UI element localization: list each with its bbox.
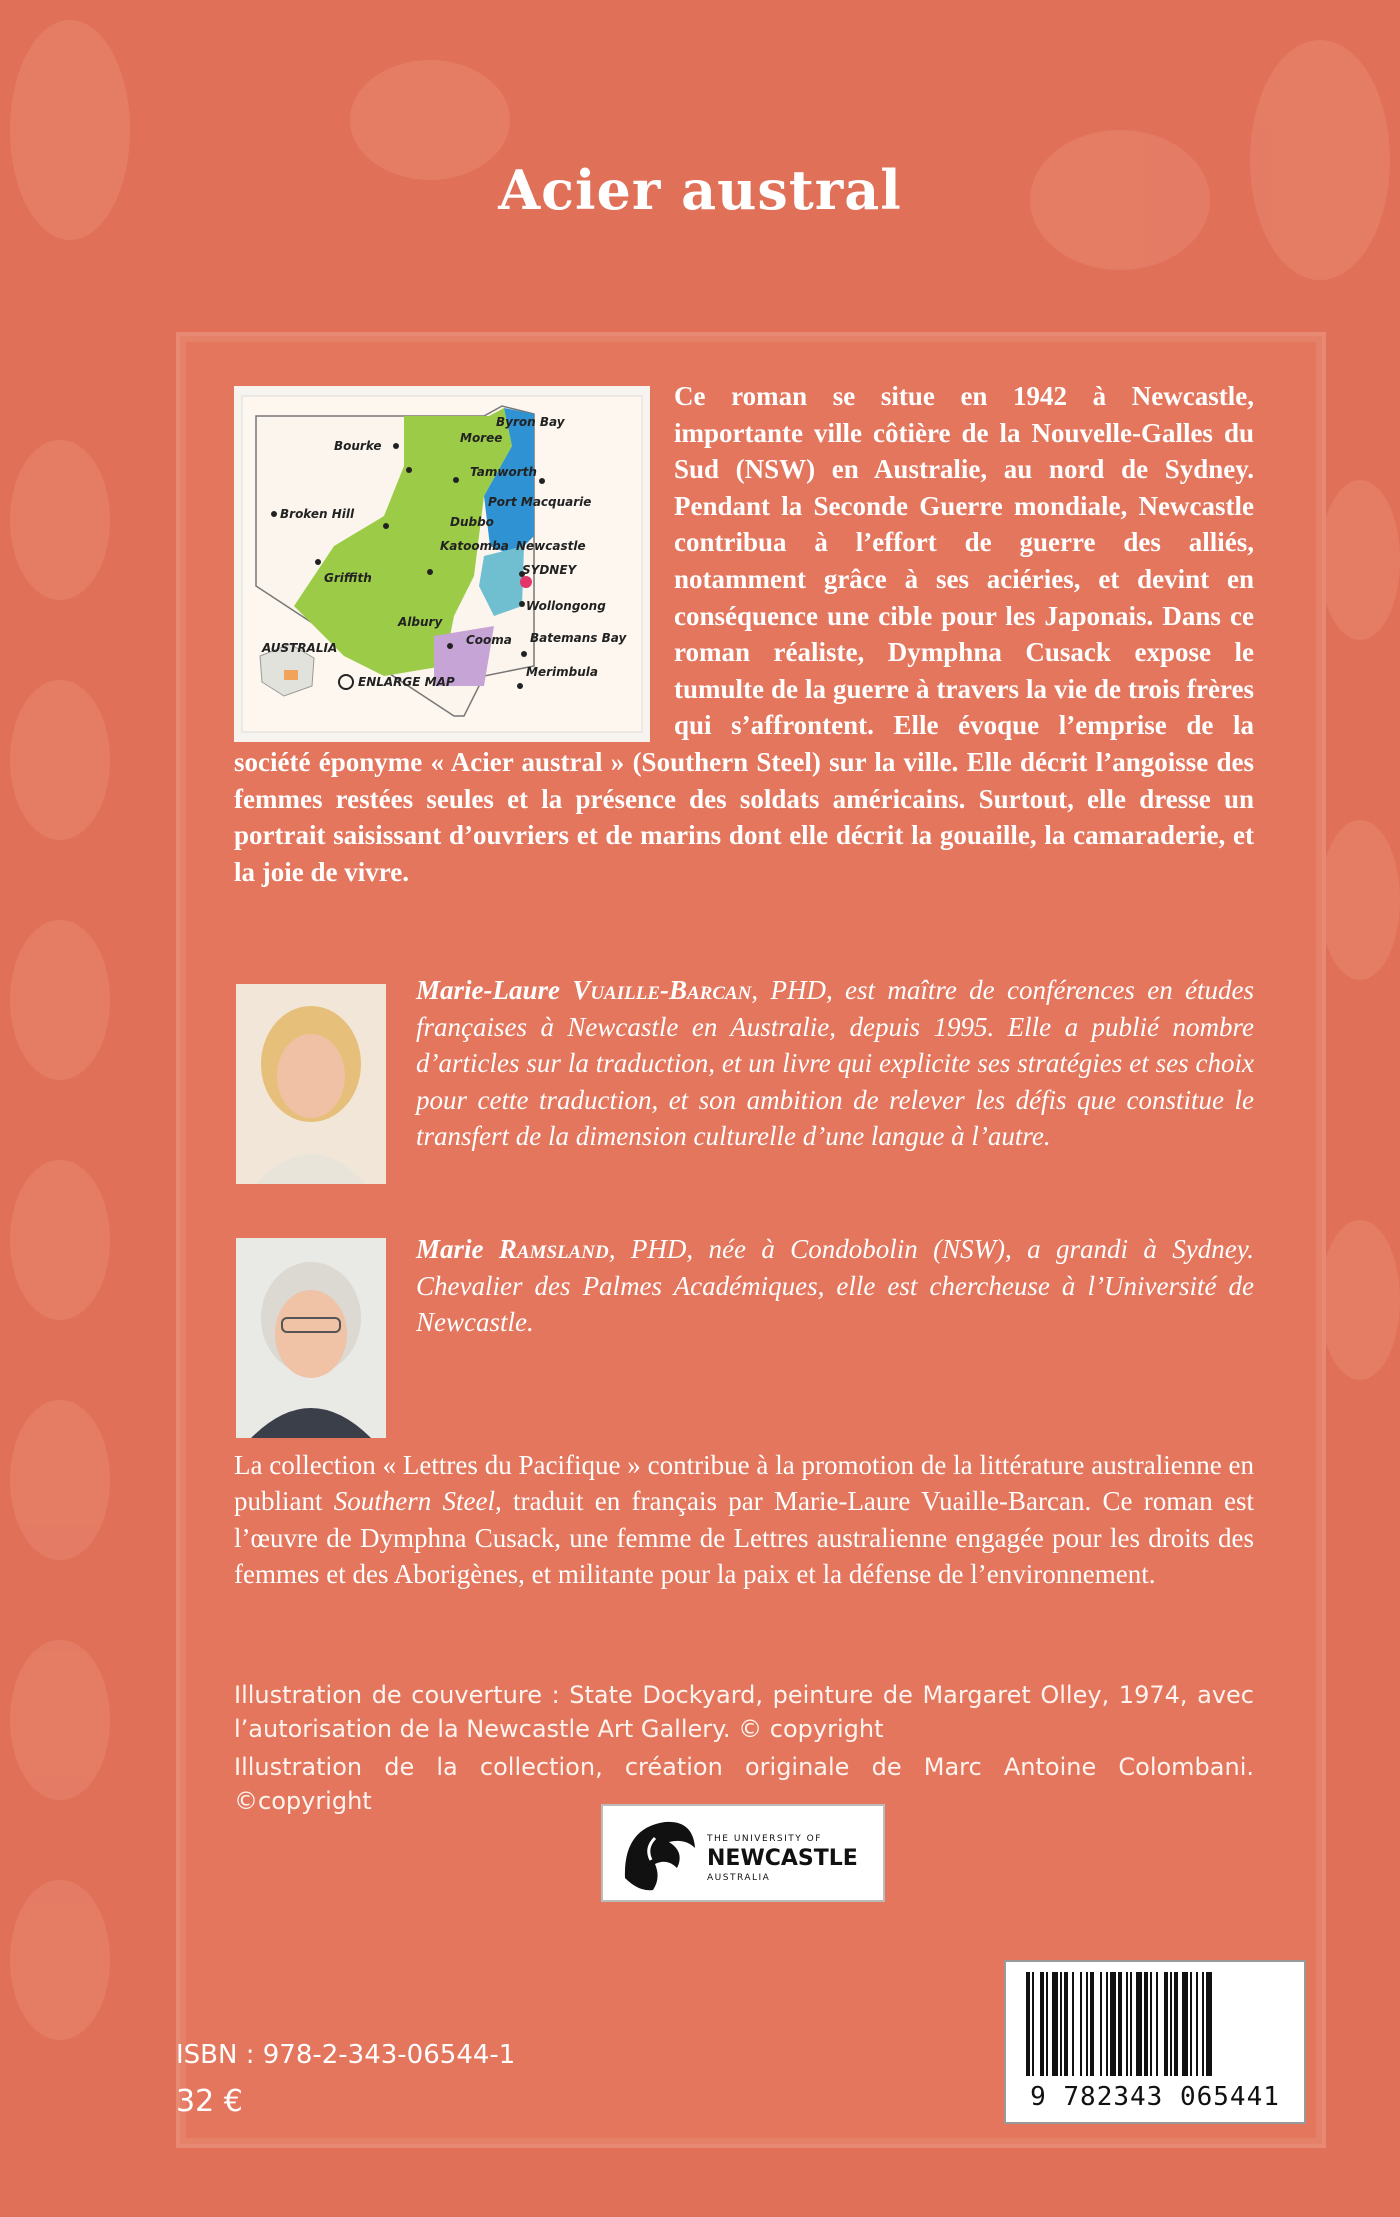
- bio-vuaille-barcan: [416, 972, 1254, 1155]
- author-photo-ramsland: [236, 1238, 386, 1438]
- bio1-text: , PHD, est maître de conférences en études françaises à Newcastle en Australie, depuis 1995. Elle a publié nombre d’articles sur la traduction, et un livre qui explicite ses stratégies et ses choix pour cette traduction, et son ambition de relever les défis que constitue le transfert de la dimension culturelle d’une langue à l’autre.: [416, 975, 1254, 1151]
- isbn: ISBN : 978-2-343-06544-1: [176, 2040, 516, 2070]
- map-label-sydney: SYDNEY: [522, 563, 577, 577]
- barcode-bar: [1110, 1972, 1116, 2076]
- bio1-first-name: Marie-Laure: [416, 975, 573, 1005]
- barcode-bars: [1006, 1962, 1304, 2082]
- collection-text-part1: La collection « Lettres du Pacifique » contribue à la promotion de la littérature australienne en publiant: [234, 1450, 1254, 1517]
- collection-paragraph: [234, 1447, 1254, 1592]
- bio2-first-name: Marie: [416, 1234, 499, 1264]
- map-label-tamworth: Tamworth: [470, 465, 537, 479]
- barcode-bar: [1130, 1972, 1132, 2076]
- map-enlarge-label: ENLARGE MAP: [358, 675, 455, 689]
- barcode-bar: [1090, 1972, 1094, 2076]
- barcode-bar: [1072, 1972, 1074, 2076]
- map-label-cooma: Cooma: [466, 633, 512, 647]
- barcode-bar: [1196, 1972, 1198, 2076]
- map-label-broken-hill: Broken Hill: [280, 507, 355, 521]
- barcode-bar: [1026, 1972, 1030, 2076]
- barcode-bar: [1080, 1972, 1082, 2076]
- barcode-bar: [1100, 1972, 1102, 2076]
- barcode-bar: [1118, 1972, 1122, 2076]
- map-label-moree: Moree: [460, 431, 503, 445]
- map-label-port-macquarie: Port Macquarie: [488, 495, 592, 509]
- collection-text-part2: , traduit en français par Marie-Laure Vuaille-Barcan. Ce roman est l’œuvre de Dymphna Cusack, une femme de Lettres australienne engagée pour les droits des femmes et des Aborigènes, et militante pour la paix et la défense de l’environnement.: [234, 1486, 1254, 1589]
- barcode-bar: [1046, 1972, 1048, 2076]
- barcode-bar: [1170, 1972, 1172, 2076]
- barcode-bar: [1174, 1972, 1178, 2076]
- map-label-dubbo: Dubbo: [450, 515, 494, 529]
- barcode-bar: [1052, 1972, 1058, 2076]
- map-label-newcastle: Newcastle: [516, 539, 586, 553]
- price: 32 €: [176, 2084, 243, 2119]
- barcode-bar: [1190, 1972, 1192, 2076]
- barcode-bar: [1040, 1972, 1044, 2076]
- map-label-byron-bay: Byron Bay: [496, 415, 565, 429]
- logo-line1: THE UNIVERSITY OF: [707, 1834, 822, 1844]
- map-label-australia: AUSTRALIA: [262, 641, 338, 655]
- barcode-bar: [1064, 1972, 1068, 2076]
- bio2-text: , PHD, née à Condobolin (NSW), a grandi à Sydney. Chevalier des Palmes Académiques, elle est chercheuse à l’Université de Newcastle.: [416, 1234, 1254, 1337]
- barcode-bar: [1206, 1972, 1212, 2076]
- university-of-newcastle-logo: [601, 1804, 885, 1902]
- logo-line3: AUSTRALIA: [707, 1873, 771, 1883]
- map-label-merimbula: Merimbula: [526, 665, 598, 679]
- bio-ramsland: [416, 1231, 1254, 1341]
- collection-illustration-credit: Illustration de la collection, création originale de Marc Antoine Colombani. ©copyright: [234, 1753, 1254, 1815]
- barcode-bar: [1106, 1972, 1108, 2076]
- bio1-last-name: Vuaille-Barcan: [572, 975, 752, 1005]
- collection-book-title: Southern Steel: [333, 1486, 495, 1517]
- barcode-bar: [1182, 1972, 1188, 2076]
- map-label-albury: Albury: [398, 615, 443, 629]
- barcode-digits: 9 782343 065441: [1030, 2082, 1280, 2112]
- university-crest-icon: [615, 1808, 705, 1902]
- barcode-bar: [1144, 1972, 1148, 2076]
- map-label-bourke: Bourke: [334, 439, 382, 453]
- bio2-last-name: Ramsland: [498, 1234, 609, 1264]
- book-title: Acier austral: [498, 158, 902, 222]
- map-label-griffith: Griffith: [324, 571, 372, 585]
- map-label-wollongong: Wollongong: [526, 599, 606, 613]
- logo-line2: NEWCASTLE: [707, 1846, 858, 1871]
- barcode-bar: [1126, 1972, 1128, 2076]
- barcode-bar: [1150, 1972, 1152, 2076]
- barcode-bar: [1156, 1972, 1158, 2076]
- author-photo-vuaille-barcan: [236, 984, 386, 1184]
- barcode-bar: [1086, 1972, 1088, 2076]
- barcode-bar: [1164, 1972, 1168, 2076]
- barcode-bar: [1032, 1972, 1034, 2076]
- barcode: [1004, 1960, 1306, 2124]
- synopsis-text: Ce roman se situe en 1942 à Newcastle, importante ville côtière de la Nouvelle-Galles du Sud (NSW) en Australie, au nord de Sydney. Pendant la Seconde Guerre mondiale, Newcastle contribua à l’effort de guerre des alliés, notamment grâce à ses aciéries, et devint en conséquence une cible pour les Japonais. Dans ce roman réaliste, Dymphna Cusack expose le tumulte de la guerre à travers la vie de trois frères qui s’affrontent. Elle évoque l’emprise de la société éponyme « Acier austral » (Southern Steel) sur la ville. Elle décrit l’angoisse des femmes restées seules et la présence des soldats américains. Surtout, elle dresse un portrait saisissant d’ouvriers et de marins dont elle décrit la gouaille, la camaraderie, et la joie de vivre.: [234, 381, 1254, 887]
- barcode-bar: [1060, 1972, 1062, 2076]
- synopsis-paragraph: [234, 378, 1254, 890]
- barcode-bar: [1202, 1972, 1204, 2076]
- barcode-bar: [1136, 1972, 1142, 2076]
- map-label-katoomba: Katoomba: [440, 539, 509, 553]
- cover-illustration-credit: Illustration de couverture : State Dockyard, peinture de Margaret Olley, 1974, avec l’autorisation de la Newcastle Art Gallery. © copyright: [234, 1681, 1254, 1743]
- map-label-batemans-bay: Batemans Bay: [530, 631, 627, 645]
